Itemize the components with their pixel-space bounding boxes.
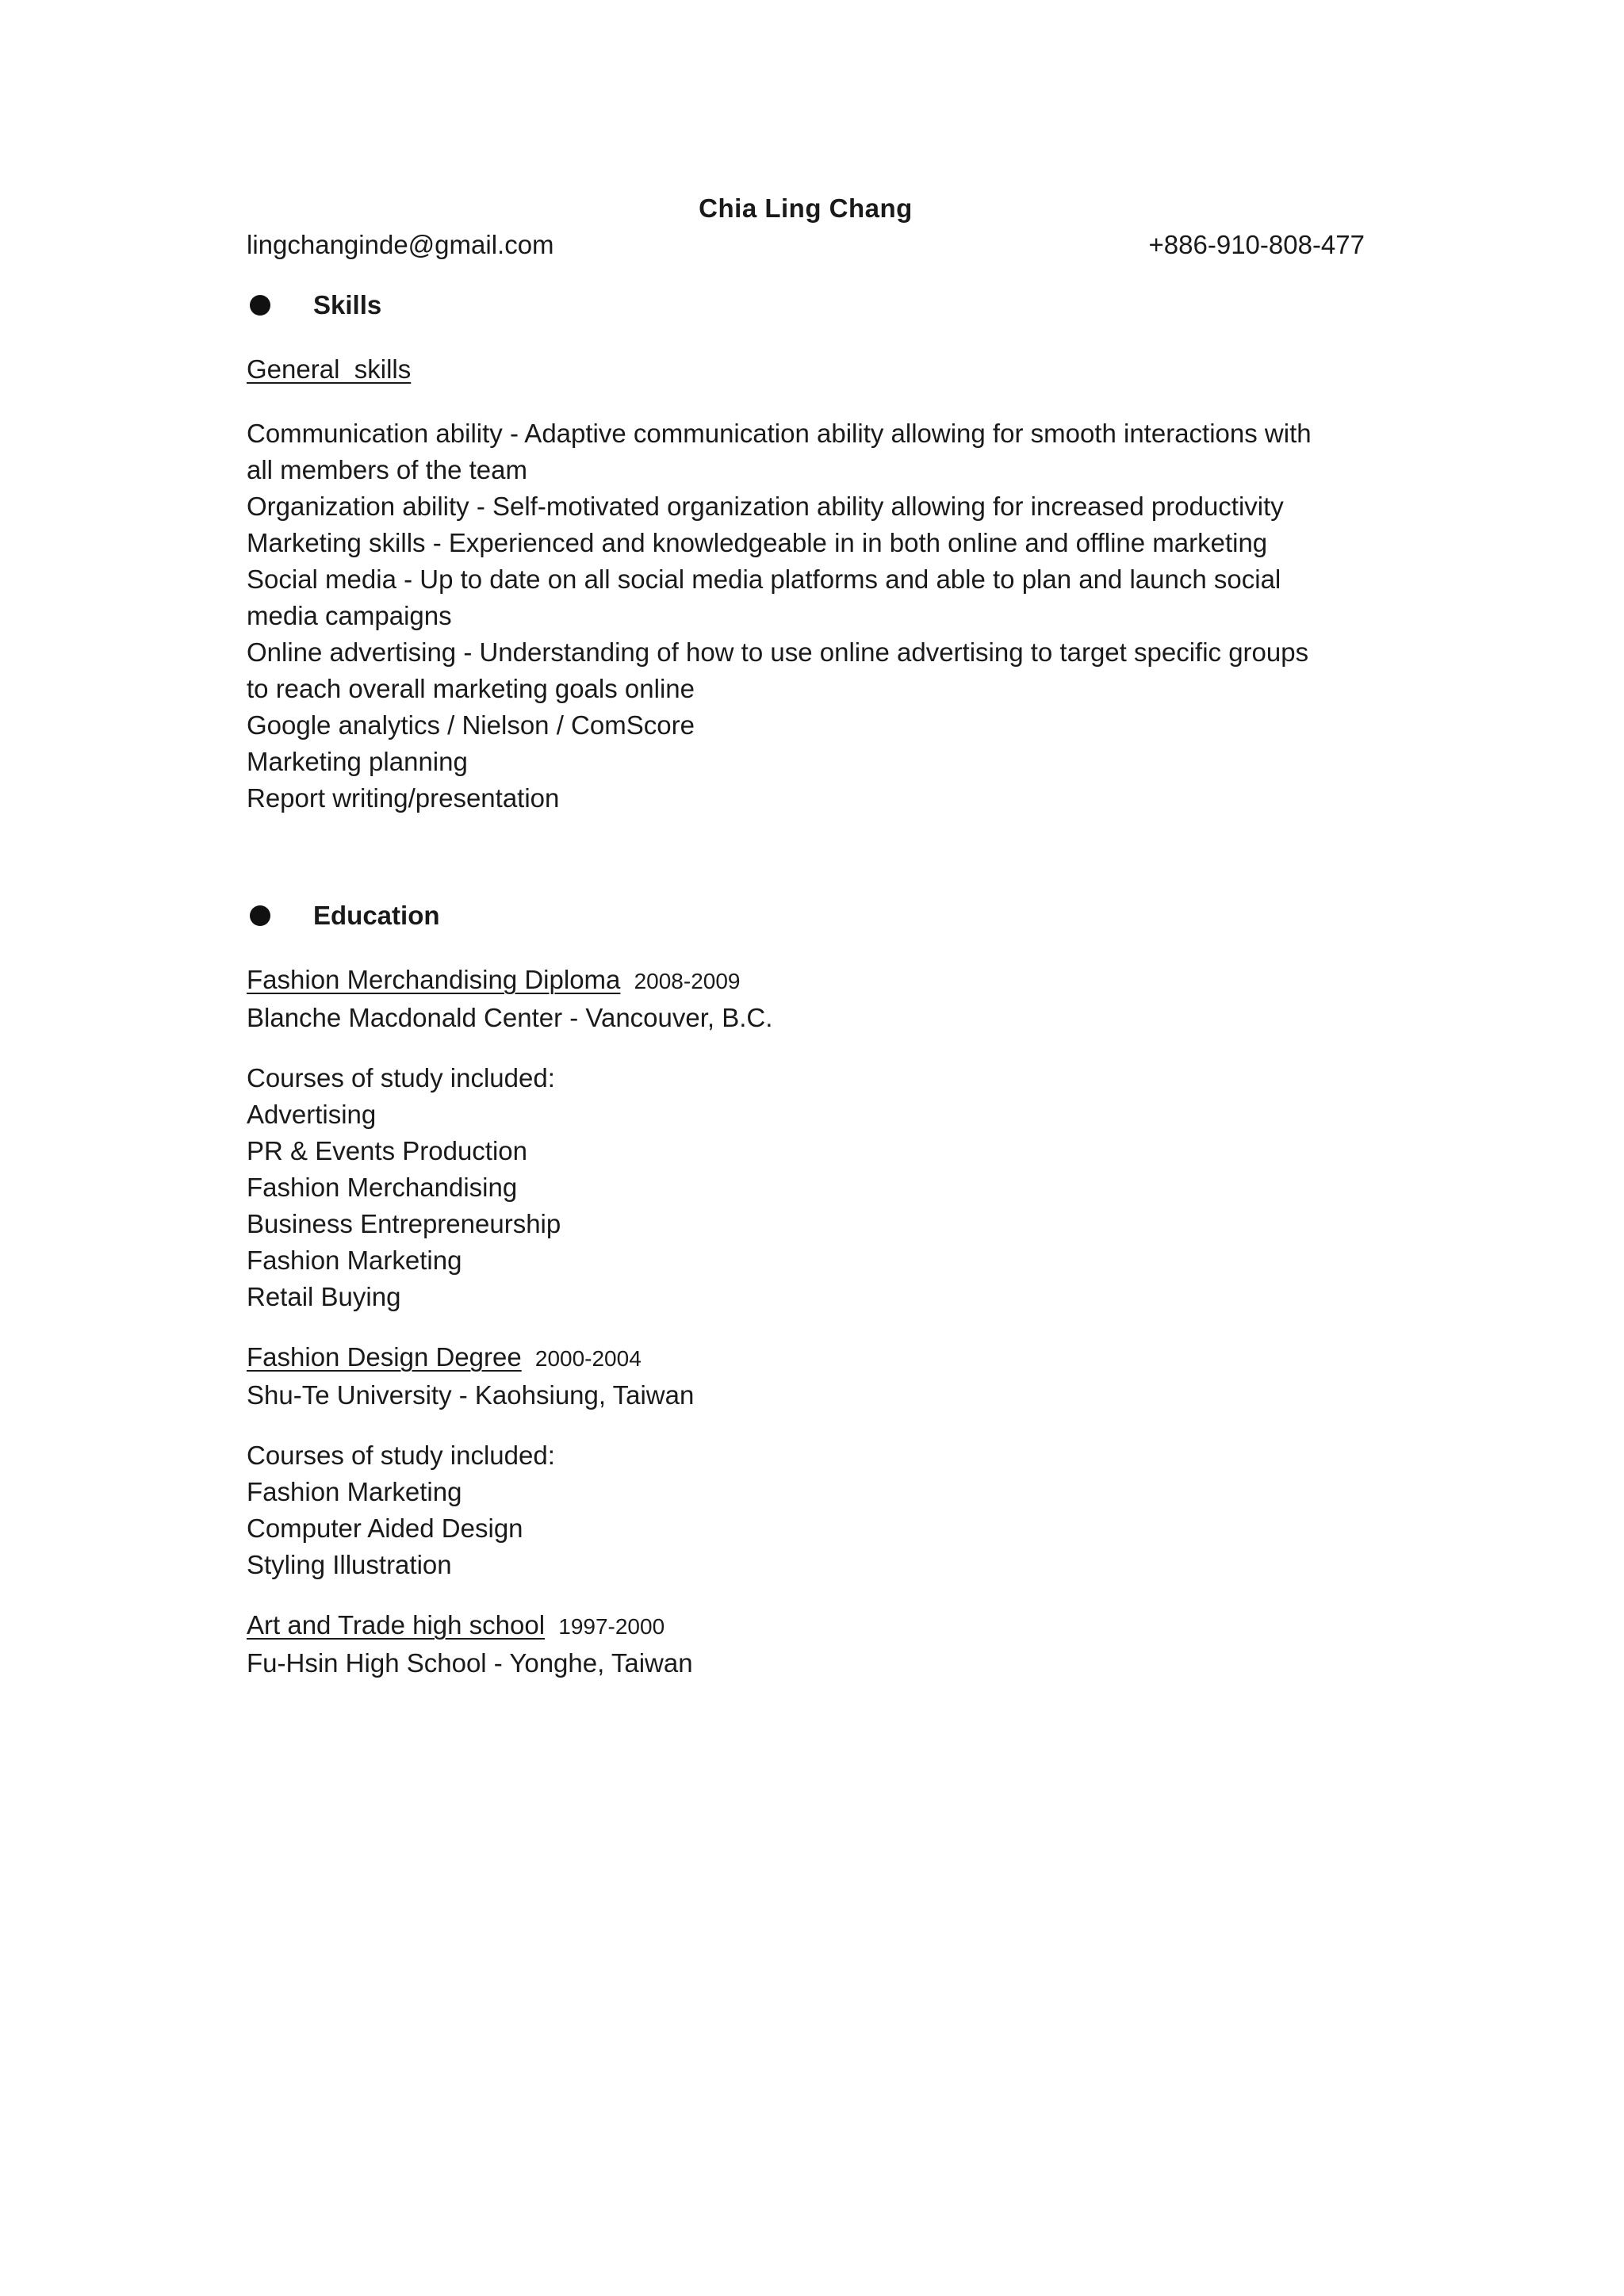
education-title: Art and Trade high school xyxy=(247,1610,546,1640)
candidate-name: Chia Ling Chang xyxy=(699,193,913,223)
contact-row xyxy=(247,227,1365,263)
course-item: Computer Aided Design xyxy=(247,1513,523,1543)
education-title-row xyxy=(247,962,1365,1000)
phone-number: +886-910-808-477 xyxy=(1148,230,1365,259)
resume-page xyxy=(247,190,1365,1682)
skill-line: Marketing planning xyxy=(247,747,468,776)
education-title-row xyxy=(247,1607,1365,1645)
email-address[interactable]: lingchanginde@gmail.com xyxy=(247,230,554,259)
education-title: Fashion Merchandising Diploma xyxy=(247,965,621,994)
skill-line: Organization ability - Self-motivated organization ability allowing for increased productivity xyxy=(247,492,1284,521)
education-years: 1997-2000 xyxy=(558,1614,665,1639)
course-item: Fashion Marketing xyxy=(247,1246,462,1275)
education-years: 2008-2009 xyxy=(634,969,741,993)
education-title-row xyxy=(247,1339,1365,1377)
skill-line: Marketing skills - Experienced and knowledgeable in in both online and offline marketing xyxy=(247,528,1268,557)
education-title: Fashion Design Degree xyxy=(247,1342,522,1372)
course-item: Styling Illustration xyxy=(247,1550,452,1579)
course-item: Fashion Merchandising xyxy=(247,1173,518,1202)
courses-label: Courses of study included: xyxy=(247,1441,555,1470)
skills-list xyxy=(247,415,1365,817)
education-institution: Fu-Hsin High School - Yonghe, Taiwan xyxy=(247,1648,693,1678)
skill-line: Social media - Up to date on all social media platforms and able to plan and launch social xyxy=(247,564,1281,594)
education-years: 2000-2004 xyxy=(534,1346,642,1371)
education-heading xyxy=(247,897,1365,934)
skill-line: Report writing/presentation xyxy=(247,783,560,813)
skill-line: media campaigns xyxy=(247,601,452,630)
course-item: PR & Events Production xyxy=(247,1136,528,1165)
course-item: Fashion Marketing xyxy=(247,1477,462,1506)
skill-line: Online advertising - Understanding of how to use online advertising to target specific groups xyxy=(247,637,1309,667)
education-institution: Shu-Te University - Kaohsiung, Taiwan xyxy=(247,1380,695,1410)
skill-line: Google analytics / Nielson / ComScore xyxy=(247,710,695,740)
education-entry xyxy=(247,1339,1365,1583)
course-item: Business Entrepreneurship xyxy=(247,1209,561,1238)
bullet-icon xyxy=(250,295,270,316)
bullet-icon xyxy=(250,905,270,926)
skills-heading-label: Skills xyxy=(313,290,382,320)
skill-line: all members of the team xyxy=(247,455,527,484)
courses-label: Courses of study included: xyxy=(247,1063,555,1093)
skills-heading xyxy=(247,287,1365,323)
education-institution: Blanche Macdonald Center - Vancouver, B.C. xyxy=(247,1003,773,1032)
education-heading-label: Education xyxy=(313,901,440,930)
education-entry xyxy=(247,962,1365,1315)
course-item: Retail Buying xyxy=(247,1282,401,1311)
course-item: Advertising xyxy=(247,1100,377,1129)
skill-line: to reach overall marketing goals online xyxy=(247,674,695,703)
general-skills-subheading: General skills xyxy=(247,354,412,384)
skill-line: Communication ability - Adaptive communication ability allowing for smooth interactions with xyxy=(247,419,1312,448)
education-entry xyxy=(247,1607,1365,1682)
